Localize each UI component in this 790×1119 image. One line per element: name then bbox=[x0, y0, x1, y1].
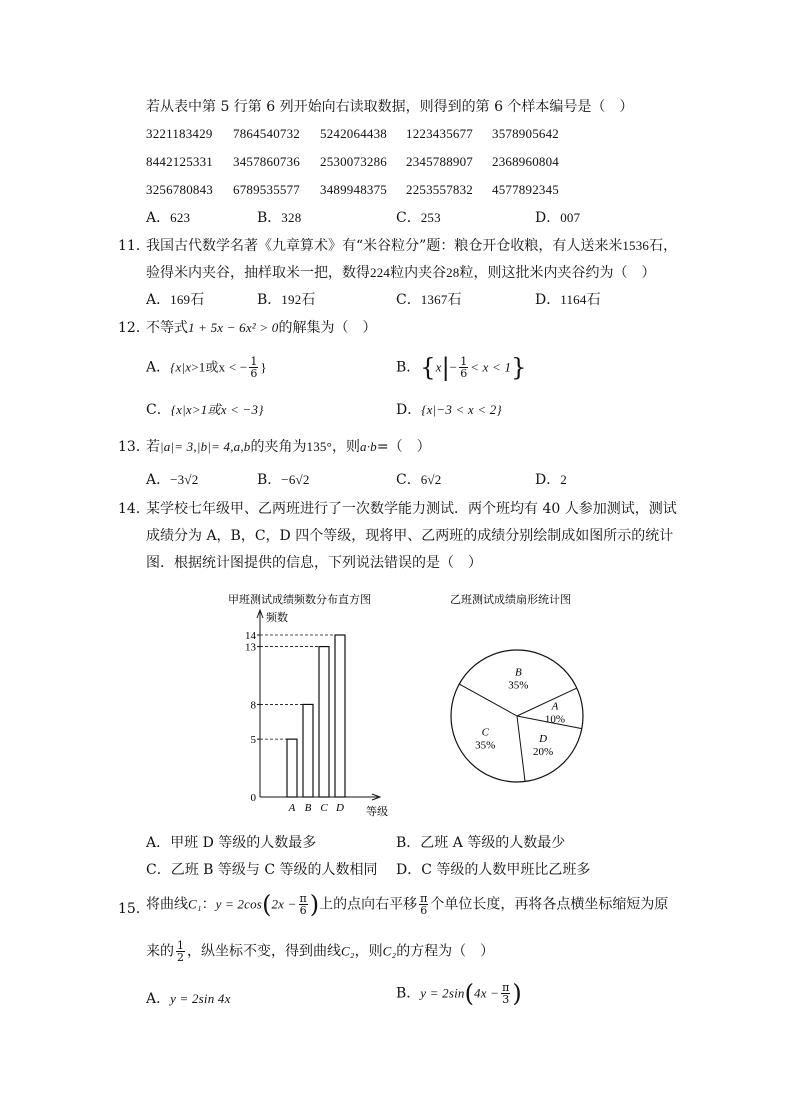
q12-inequality: 1 + 5x − 6x² > 0 bbox=[188, 320, 279, 335]
q12-b-rest: < x < 1 bbox=[470, 359, 512, 375]
histogram-xlabel: 等级 bbox=[366, 806, 388, 818]
q15-b-label: B． bbox=[396, 985, 421, 1002]
q11-line1 bbox=[146, 235, 677, 255]
option-unit: 石 bbox=[190, 292, 205, 308]
option-label: D． bbox=[535, 292, 561, 308]
q13-option-b bbox=[257, 469, 310, 489]
option-label: D． bbox=[535, 210, 561, 226]
q13-stem bbox=[146, 436, 431, 456]
pie-value-C: 35% bbox=[475, 739, 496, 752]
option-value: 1164 bbox=[560, 292, 587, 307]
option-unit: 石 bbox=[586, 292, 601, 308]
q15-shift-den: 6 bbox=[420, 904, 428, 917]
option-label: B． bbox=[257, 472, 282, 488]
q12-b-frac-den: 6 bbox=[460, 367, 468, 380]
histogram-xtick-C: C bbox=[320, 802, 328, 814]
q13-angle: 135° bbox=[306, 439, 332, 454]
option-value: 2 bbox=[560, 472, 567, 487]
table-cell: 3221183429 bbox=[146, 126, 213, 141]
q12-b-frac-num: 1 bbox=[460, 355, 468, 368]
q15-line1 bbox=[146, 890, 669, 919]
q14-option-b bbox=[396, 832, 565, 852]
option-text: 甲班 D 等级的人数最多 bbox=[170, 835, 317, 851]
option-label: C． bbox=[396, 292, 421, 308]
q12-option-a bbox=[146, 356, 267, 379]
table-cell: 7864540732 bbox=[233, 126, 300, 141]
table-cell: 5242064438 bbox=[320, 126, 387, 141]
q15-option-b bbox=[396, 979, 522, 1008]
table-cell: 2530073286 bbox=[320, 154, 387, 169]
q11-line2 bbox=[146, 262, 656, 282]
q12-a-label: A． bbox=[146, 359, 171, 376]
q12-c-text: {x|x>1或x < −3} bbox=[170, 402, 264, 417]
pie-value-B: 35% bbox=[508, 679, 529, 692]
q15-curve-c1: C₁ bbox=[188, 896, 202, 912]
q12-number: 12． bbox=[118, 320, 150, 336]
pie-label-B: B bbox=[514, 666, 522, 679]
table-cell: 3256780843 bbox=[146, 182, 213, 197]
q12-b-minus: − bbox=[449, 359, 458, 375]
histogram-ytick: 8 bbox=[250, 699, 256, 712]
q13-stem-c: ，则 bbox=[332, 439, 360, 455]
q11-grain-count: 28 bbox=[446, 265, 460, 280]
q15-l1-text-b: 上的点向右平移 bbox=[319, 896, 418, 913]
option-value: 253 bbox=[420, 210, 441, 225]
q15-line2 bbox=[146, 940, 494, 963]
option-value: 007 bbox=[560, 210, 581, 225]
q12-stem bbox=[146, 317, 376, 337]
q15-l2-text-b: ，纵坐标不变，得到曲线 bbox=[187, 943, 341, 960]
table-cell: 8442125331 bbox=[146, 154, 213, 169]
q11-line1-unit: 石， bbox=[649, 238, 678, 254]
q12-a-fraction bbox=[249, 356, 258, 379]
histogram-xtick-B: B bbox=[304, 802, 312, 814]
option-unit: 石 bbox=[447, 292, 462, 308]
q13-option-a bbox=[146, 469, 198, 489]
histogram-xtick-D: D bbox=[336, 802, 344, 814]
option-value: 6√2 bbox=[420, 472, 442, 487]
q12-a-condition: >1或x < − bbox=[191, 359, 248, 375]
histogram-xtick-A: A bbox=[288, 802, 296, 814]
q13-option-c bbox=[396, 469, 441, 489]
q12-b-fraction bbox=[459, 356, 468, 379]
q15-half-fraction bbox=[176, 940, 185, 963]
q15-arg: 2x − bbox=[271, 896, 297, 912]
option-label: B． bbox=[257, 292, 282, 308]
q12-a-set-end: } bbox=[260, 359, 267, 375]
q12-b-brace-close: } bbox=[511, 353, 527, 382]
q13-number: 13． bbox=[118, 439, 150, 455]
q11-option-a bbox=[146, 289, 204, 309]
pie-value-D: 20% bbox=[533, 745, 554, 758]
option-label: A． bbox=[146, 835, 171, 851]
q10-option-b bbox=[257, 207, 301, 227]
q12-b-bar: | bbox=[441, 353, 450, 382]
table-cell: 3489948375 bbox=[320, 182, 387, 197]
q15-b-paren-open: ( bbox=[464, 979, 474, 1008]
q13-dot-product: a·b bbox=[360, 439, 377, 454]
q12-option-d bbox=[396, 399, 502, 419]
q14-option-a bbox=[146, 832, 316, 852]
option-text: C 等级的人数甲班比乙班多 bbox=[421, 862, 591, 878]
option-text: 乙班 A 等级的人数最少 bbox=[420, 835, 566, 851]
table-cell: 3578905642 bbox=[492, 126, 559, 141]
table-cell: 2253557832 bbox=[406, 182, 473, 197]
histogram-bar-D bbox=[335, 635, 345, 797]
q15-l1-text-c: 个单位长度，再将各点横坐标缩短为原 bbox=[430, 896, 669, 913]
q12-stem-text: 不等式 bbox=[146, 320, 188, 336]
q15-l1-text: 将曲线 bbox=[146, 896, 188, 913]
q15-eq: y = 2cos bbox=[215, 896, 263, 912]
q12-a-frac-den: 6 bbox=[250, 367, 258, 380]
histogram-bar-C bbox=[319, 647, 329, 797]
q11-line2-text-a: 验得米内夹谷，抽样取米一把，数得 bbox=[146, 265, 370, 281]
q11-sample-count: 224 bbox=[370, 265, 391, 280]
option-value: 1367 bbox=[420, 292, 448, 307]
q11-line1-text: 我国古代数学名著《九章算术》有“米谷粒分”题：粮仓开仓收粮，有人送来米 bbox=[146, 238, 623, 254]
q15-l2-text-d: 的方程为（ ） bbox=[396, 943, 495, 960]
q12-c-label: C． bbox=[146, 402, 171, 418]
q15-a-text: y = 2sin 4x bbox=[170, 991, 231, 1006]
table-cell: 1223435677 bbox=[406, 126, 473, 141]
q15-b-arg: 4x − bbox=[474, 985, 500, 1001]
option-label: C． bbox=[146, 862, 171, 878]
q14-charts bbox=[0, 585, 790, 825]
option-value: 623 bbox=[170, 210, 191, 225]
q11-line2-text-b: 粒内夹谷 bbox=[390, 265, 447, 281]
q15-l2-text-c: ，则 bbox=[354, 943, 383, 960]
q10-stem: 若从表中第 5 行第 6 列开始向右读取数据，则得到的第 6 个样本编号是（ ） bbox=[146, 99, 634, 115]
option-value: 169 bbox=[170, 292, 191, 307]
histogram-ylabel: 频数 bbox=[266, 612, 288, 624]
q15-arg-den: 6 bbox=[299, 904, 307, 917]
option-label: D． bbox=[535, 472, 561, 488]
q13-vectors: |a|= 3,|b|= 4,a,b bbox=[160, 439, 251, 454]
pie-title: 乙班测试成绩扇形统计图 bbox=[450, 594, 571, 606]
q15-l2-text: 来的 bbox=[146, 943, 174, 960]
option-label: A． bbox=[146, 210, 171, 226]
q14-line3: 图．根据统计图提供的信息，下列说法错误的是（ ） bbox=[146, 555, 482, 571]
q11-line2-text-c: 粒，则这批米内夹谷约为（ ） bbox=[459, 265, 656, 281]
option-value: −6√2 bbox=[281, 472, 310, 487]
q12-a-set-start: {x|x bbox=[170, 359, 192, 375]
q13-stem-d: =（ ） bbox=[376, 439, 431, 455]
histogram-ytick: 13 bbox=[245, 641, 256, 654]
q13-stem-b: 的夹角为 bbox=[250, 439, 307, 455]
q12-a-frac-num: 1 bbox=[250, 355, 258, 368]
q12-d-label: D． bbox=[396, 402, 422, 418]
q15-curve-c2: C₂ bbox=[341, 943, 355, 959]
histogram-ytick: 5 bbox=[250, 734, 256, 747]
table-cell: 2368960804 bbox=[492, 154, 559, 169]
histogram-ytick: 14 bbox=[245, 630, 256, 642]
q11-option-b bbox=[257, 289, 315, 309]
histogram-ytick: 0 bbox=[250, 792, 256, 804]
q15-paren-close: ) bbox=[309, 890, 320, 919]
option-label: C． bbox=[396, 472, 421, 488]
q10-option-c bbox=[396, 207, 441, 227]
q15-colon: ： bbox=[201, 896, 216, 913]
q14-option-c bbox=[146, 859, 378, 879]
option-label: B． bbox=[396, 835, 421, 851]
option-label: A． bbox=[146, 472, 171, 488]
q15-b-fraction bbox=[501, 982, 510, 1005]
q14-line2: 成绩分为 A，B，C，D 四个等级，现将甲、乙两班的成绩分别绘制成如图所示的统计 bbox=[146, 528, 674, 544]
q15-a-label: A． bbox=[146, 991, 171, 1007]
q15-b-pi: π bbox=[502, 981, 510, 994]
q15-b-den: 3 bbox=[502, 993, 510, 1006]
q15-half-num: 1 bbox=[177, 939, 184, 952]
q10-option-a bbox=[146, 207, 190, 227]
histogram-bar-B bbox=[303, 704, 313, 797]
q11-option-c bbox=[396, 289, 462, 309]
table-cell: 4577892345 bbox=[492, 182, 559, 197]
table-cell: 3457860736 bbox=[233, 154, 300, 169]
q10-option-d bbox=[535, 207, 580, 227]
q11-rice-amount: 1536 bbox=[622, 238, 650, 253]
q11-option-d bbox=[535, 289, 601, 309]
option-value: −3√2 bbox=[170, 472, 199, 487]
option-label: C． bbox=[396, 210, 421, 226]
q15-arg-pi: π bbox=[299, 892, 307, 905]
histogram-bar-A bbox=[287, 739, 297, 797]
option-text: 乙班 B 等级与 C 等级的人数相同 bbox=[170, 862, 378, 878]
q12-d-text: {x|−3 < x < 2} bbox=[421, 402, 502, 417]
q15-b-eq: y = 2sin bbox=[420, 985, 465, 1001]
q15-paren-open: ( bbox=[262, 890, 272, 919]
q15-curve-c2-b: C₂ bbox=[382, 943, 397, 959]
q15-half-den: 2 bbox=[177, 951, 184, 964]
q15-shift-pi: π bbox=[420, 892, 428, 905]
pie-label-C: C bbox=[481, 726, 489, 739]
q15-b-paren-close: ) bbox=[512, 979, 522, 1008]
q12-b-brace-open: { bbox=[420, 353, 436, 382]
q14-option-d bbox=[396, 859, 590, 879]
q15-arg-fraction bbox=[299, 893, 308, 916]
pie-label-D: D bbox=[539, 732, 548, 745]
pie-label-A: A bbox=[551, 700, 559, 713]
q12-stem-tail: 的解集为（ ） bbox=[278, 320, 377, 336]
q12-option-b bbox=[396, 353, 527, 382]
option-value: 192 bbox=[281, 292, 302, 307]
table-cell: 6789535577 bbox=[233, 182, 300, 197]
table-cell: 2345788907 bbox=[406, 154, 473, 169]
q12-b-var: x bbox=[435, 359, 442, 375]
q13-stem-a: 若 bbox=[146, 439, 160, 455]
q12-option-c bbox=[146, 399, 264, 419]
histogram-title: 甲班测试成绩频数分布直方图 bbox=[228, 594, 371, 606]
q14-number: 14． bbox=[118, 501, 150, 517]
option-label: B． bbox=[257, 210, 282, 226]
option-value: 328 bbox=[281, 210, 302, 225]
q14-line1: 某学校七年级甲、乙两班进行了一次数学能力测试．两个班均有 40 人参加测试，测试 bbox=[146, 501, 677, 517]
q15-number: 15． bbox=[118, 901, 150, 917]
q13-option-d bbox=[535, 469, 567, 489]
q15-option-a bbox=[146, 988, 231, 1008]
q12-b-label: B． bbox=[396, 359, 421, 376]
q11-number: 11． bbox=[118, 238, 150, 254]
pie-value-A: 10% bbox=[544, 713, 566, 726]
option-label: A． bbox=[146, 292, 171, 308]
q15-shift-fraction bbox=[419, 893, 428, 916]
option-unit: 石 bbox=[301, 292, 316, 308]
option-label: D． bbox=[396, 862, 422, 878]
